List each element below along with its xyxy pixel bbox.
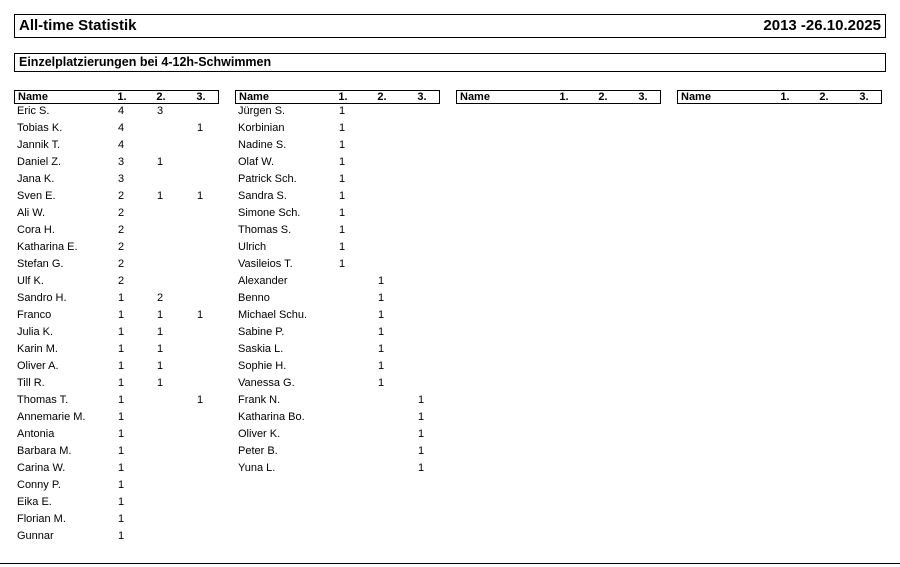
table-row (235, 393, 440, 410)
table-header (456, 90, 661, 104)
table-row (235, 223, 440, 240)
swimmer-name: Alexander (238, 275, 288, 287)
swimmer-name: Oliver A. (17, 360, 59, 372)
placement-p2: 1 (156, 343, 164, 355)
ranking-table-3 (456, 90, 661, 104)
header-name: Name (239, 91, 269, 103)
swimmer-name: Korbinian (238, 122, 285, 134)
swimmer-name: Oliver K. (238, 428, 281, 440)
table-row (14, 257, 219, 274)
placement-p1: 3 (117, 156, 125, 168)
table-header (235, 90, 440, 104)
placement-p1: 1 (117, 530, 125, 542)
ranking-table-2 (235, 90, 440, 478)
placement-p2: 1 (377, 326, 385, 338)
placement-p1: 4 (117, 139, 125, 151)
table-row (14, 291, 219, 308)
placement-p1: 4 (117, 122, 125, 134)
placement-p1: 1 (117, 343, 125, 355)
table-row (235, 121, 440, 138)
placement-p1: 1 (117, 445, 125, 457)
placement-p1: 1 (117, 326, 125, 338)
placement-p1: 2 (117, 275, 125, 287)
table-row (235, 189, 440, 206)
placement-p3: 1 (196, 190, 204, 202)
swimmer-name: Vasileios T. (238, 258, 293, 270)
swimmer-name: Jana K. (17, 173, 55, 185)
placement-p1: 3 (117, 173, 125, 185)
table-row (235, 308, 440, 325)
swimmer-name: Sophie H. (238, 360, 287, 372)
page-title: All-time Statistik (19, 17, 137, 34)
placement-p1: 1 (338, 207, 346, 219)
swimmer-name: Annemarie M. (17, 411, 86, 423)
placement-p3: 1 (196, 309, 204, 321)
swimmer-name: Eric S. (17, 105, 50, 117)
placement-p1: 1 (117, 513, 125, 525)
swimmer-name: Gunnar (17, 530, 54, 542)
swimmer-name: Stefan G. (17, 258, 64, 270)
swimmer-name: Thomas T. (17, 394, 69, 406)
table-row (14, 461, 219, 478)
swimmer-name: Ali W. (17, 207, 46, 219)
table-row (235, 172, 440, 189)
table-row (14, 240, 219, 257)
header-p2: 2. (819, 91, 829, 103)
date-range: 2013 -26.10.2025 (763, 17, 881, 34)
table-row (14, 410, 219, 427)
swimmer-name: Peter B. (238, 445, 278, 457)
placement-p2: 1 (156, 360, 164, 372)
placement-p1: 1 (117, 292, 125, 304)
placement-p1: 2 (117, 224, 125, 236)
header-p3: 3. (417, 91, 427, 103)
table-row (235, 104, 440, 121)
table-row (14, 121, 219, 138)
placement-p2: 1 (377, 309, 385, 321)
table-row (235, 240, 440, 257)
swimmer-name: Barbara M. (17, 445, 72, 457)
swimmer-name: Frank N. (238, 394, 281, 406)
placement-p1: 1 (338, 224, 346, 236)
table-row (235, 444, 440, 461)
ranking-table-4 (677, 90, 882, 104)
header-p3: 3. (196, 91, 206, 103)
placement-p2: 1 (156, 190, 164, 202)
table-row (14, 376, 219, 393)
ranking-table-1 (14, 90, 219, 546)
table-row (14, 342, 219, 359)
table-row (14, 274, 219, 291)
table-row (14, 444, 219, 461)
table-row (14, 359, 219, 376)
table-row (14, 223, 219, 240)
table-header (677, 90, 882, 104)
table-row (235, 291, 440, 308)
header-p1: 1. (338, 91, 348, 103)
swimmer-name: Katharina Bo. (238, 411, 305, 423)
table-row (14, 512, 219, 529)
table-row (235, 325, 440, 342)
swimmer-name: Carina W. (17, 462, 66, 474)
placement-p1: 1 (338, 139, 346, 151)
header-p1: 1. (780, 91, 790, 103)
swimmer-name: Karin M. (17, 343, 58, 355)
placement-p3: 1 (417, 428, 425, 440)
header-p1: 1. (117, 91, 127, 103)
header-name: Name (18, 91, 48, 103)
table-row (14, 478, 219, 495)
table-row (14, 529, 219, 546)
placement-p2: 3 (156, 105, 164, 117)
swimmer-name: Eika E. (17, 496, 52, 508)
header-p3: 3. (638, 91, 648, 103)
placement-p3: 1 (196, 122, 204, 134)
header-p2: 2. (377, 91, 387, 103)
table-row (14, 189, 219, 206)
placement-p1: 1 (117, 360, 125, 372)
section-title: Einzelplatzierungen bei 4-12h-Schwimmen (19, 55, 272, 69)
placement-p1: 1 (338, 190, 346, 202)
placement-p1: 1 (117, 394, 125, 406)
swimmer-name: Olaf W. (238, 156, 275, 168)
table-row (14, 155, 219, 172)
swimmer-name: Katharina E. (17, 241, 78, 253)
header-name: Name (681, 91, 711, 103)
placement-p1: 1 (338, 258, 346, 270)
placement-p2: 1 (377, 292, 385, 304)
table-row (235, 257, 440, 274)
swimmer-name: Nadine S. (238, 139, 287, 151)
table-row (14, 495, 219, 512)
table-row (235, 155, 440, 172)
swimmer-name: Antonia (17, 428, 55, 440)
placement-p2: 1 (377, 377, 385, 389)
placement-p1: 1 (338, 173, 346, 185)
swimmer-name: Sabine P. (238, 326, 285, 338)
placement-p1: 1 (338, 241, 346, 253)
placement-p3: 1 (417, 394, 425, 406)
placement-p1: 1 (117, 496, 125, 508)
swimmer-name: Florian M. (17, 513, 66, 525)
table-row (235, 427, 440, 444)
table-row (14, 393, 219, 410)
placement-p3: 1 (417, 462, 425, 474)
footer-divider (0, 563, 900, 564)
placement-p1: 2 (117, 258, 125, 270)
placement-p2: 1 (156, 309, 164, 321)
table-row (235, 410, 440, 427)
placement-p2: 1 (377, 360, 385, 372)
placement-p1: 2 (117, 241, 125, 253)
placement-p2: 2 (156, 292, 164, 304)
placement-p1: 1 (338, 156, 346, 168)
table-row (235, 274, 440, 291)
swimmer-name: Cora H. (17, 224, 55, 236)
placement-p1: 1 (338, 122, 346, 134)
swimmer-name: Tobias K. (17, 122, 63, 134)
swimmer-name: Sandra S. (238, 190, 287, 202)
table-row (235, 206, 440, 223)
placement-p2: 1 (156, 377, 164, 389)
swimmer-name: Sven E. (17, 190, 56, 202)
table-row (235, 376, 440, 393)
swimmer-name: Till R. (17, 377, 45, 389)
table-row (14, 308, 219, 325)
placement-p1: 1 (117, 309, 125, 321)
swimmer-name: Daniel Z. (17, 156, 62, 168)
table-row (14, 104, 219, 121)
placement-p2: 1 (156, 156, 164, 168)
placement-p3: 1 (196, 394, 204, 406)
swimmer-name: Vanessa G. (238, 377, 295, 389)
header-p3: 3. (859, 91, 869, 103)
swimmer-name: Franco (17, 309, 52, 321)
table-header (14, 90, 219, 104)
placement-p3: 1 (417, 445, 425, 457)
placement-p2: 1 (377, 275, 385, 287)
placement-p1: 1 (338, 105, 346, 117)
placement-p1: 1 (117, 462, 125, 474)
placement-p1: 1 (117, 377, 125, 389)
placement-p1: 1 (117, 411, 125, 423)
header-p2: 2. (156, 91, 166, 103)
swimmer-name: Benno (238, 292, 270, 304)
swimmer-name: Sandro H. (17, 292, 67, 304)
placement-p3: 1 (417, 411, 425, 423)
swimmer-name: Julia K. (17, 326, 54, 338)
table-row (14, 172, 219, 189)
swimmer-name: Jürgen S. (238, 105, 286, 117)
swimmer-name: Ulrich (238, 241, 267, 253)
placement-p1: 1 (117, 428, 125, 440)
swimmer-name: Conny P. (17, 479, 61, 491)
swimmer-name: Ulf K. (17, 275, 44, 287)
header-p2: 2. (598, 91, 608, 103)
table-row (14, 206, 219, 223)
table-row (14, 325, 219, 342)
title-box (14, 14, 886, 38)
table-row (235, 342, 440, 359)
placement-p1: 1 (117, 479, 125, 491)
placement-p2: 1 (377, 343, 385, 355)
table-row (14, 427, 219, 444)
subtitle-box (14, 53, 886, 72)
table-row (235, 359, 440, 376)
placement-p1: 4 (117, 105, 125, 117)
table-row (235, 138, 440, 155)
placement-p1: 2 (117, 190, 125, 202)
swimmer-name: Simone Sch. (238, 207, 301, 219)
placement-p2: 1 (156, 326, 164, 338)
table-row (14, 138, 219, 155)
swimmer-name: Thomas S. (238, 224, 292, 236)
swimmer-name: Saskia L. (238, 343, 284, 355)
placement-p1: 2 (117, 207, 125, 219)
swimmer-name: Patrick Sch. (238, 173, 297, 185)
swimmer-name: Michael Schu. (238, 309, 308, 321)
header-p1: 1. (559, 91, 569, 103)
header-name: Name (460, 91, 490, 103)
table-row (235, 461, 440, 478)
swimmer-name: Jannik T. (17, 139, 61, 151)
swimmer-name: Yuna L. (238, 462, 276, 474)
